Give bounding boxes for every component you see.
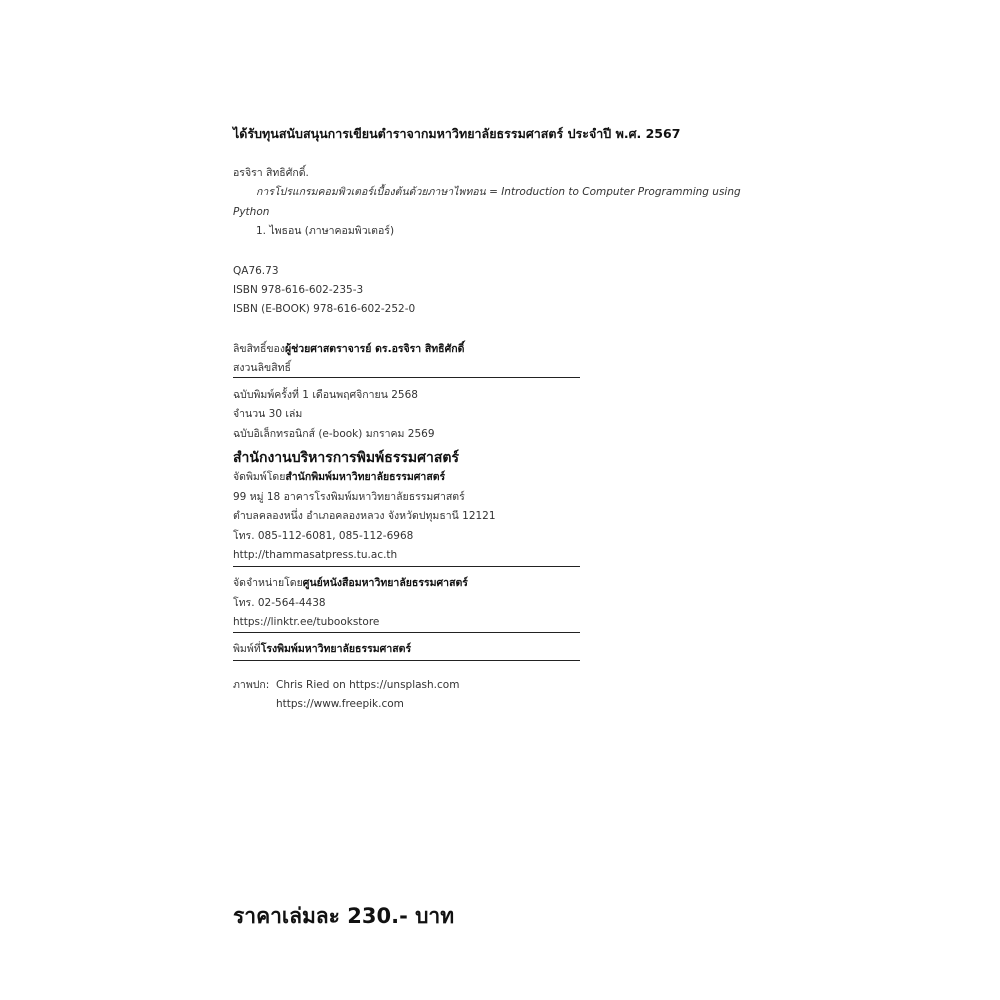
publisher-address1: 99 หมู่ 18 อาคารโรงพิมพ์มหาวิทยาลัยธรรมศาสตร์: [233, 491, 465, 503]
distributor-prefix: จัดจำหน่ายโดย: [233, 577, 303, 589]
isbn: ISBN 978-616-602-235-3: [233, 284, 364, 296]
copyright-prefix: ลิขสิทธิ์ของ: [233, 343, 285, 355]
cover-credit-line1: Chris Ried on https://unsplash.com: [276, 679, 460, 691]
distributor-line: [233, 576, 468, 590]
divider: [233, 566, 580, 567]
catalog-title-line2: Python: [233, 206, 270, 218]
copyright-holder-line: [233, 342, 464, 356]
printer-prefix: พิมพ์ที่: [233, 643, 261, 655]
catalog-subject: 1. ไพธอน (ภาษาคอมพิวเตอร์): [256, 225, 395, 237]
distributor-phone: โทร. 02-564-4438: [233, 597, 326, 609]
distributor: ศูนย์หนังสือมหาวิทยาลัยธรรมศาสตร์: [302, 577, 468, 589]
edition-ebook: ฉบับอิเล็กทรอนิกส์ (e-book) มกราคม 2569: [233, 428, 435, 440]
divider: [233, 377, 580, 378]
printer-name: โรงพิมพ์มหาวิทยาลัยธรรมศาสตร์: [260, 643, 412, 655]
publisher-address2: ตำบลคลองหนึ่ง อำเภอคลองหลวง จังหวัดปทุมธานี 12121: [233, 510, 496, 522]
publisher-name: สำนักงานบริหารการพิมพ์ธรรมศาสตร์: [233, 450, 459, 466]
printer-line: [233, 642, 411, 656]
edition-copies: จำนวน 30 เล่ม: [233, 408, 303, 420]
printed-by-line: [233, 470, 445, 484]
copyright-holder: ผู้ช่วยศาสตราจารย์ ดร.อรจิรา สิทธิศักดิ์: [284, 343, 465, 355]
divider: [233, 660, 580, 661]
printed-by-prefix: จัดพิมพ์โดย: [233, 471, 286, 483]
catalog-author: อรจิรา สิทธิศักดิ์.: [233, 167, 309, 179]
call-number: QA76.73: [233, 265, 279, 277]
isbn-ebook: ISBN (E-BOOK) 978-616-602-252-0: [233, 303, 416, 315]
funding-statement: ได้รับทุนสนับสนุนการเขียนตำราจากมหาวิทยาลัยธรรมศาสตร์ ประจำปี พ.ศ. 2567: [233, 126, 681, 141]
divider: [233, 632, 580, 633]
distributor-link: https://linktr.ee/tubookstore: [233, 616, 380, 628]
edition-first: ฉบับพิมพ์ครั้งที่ 1 เดือนพฤศจิกายน 2568: [233, 389, 418, 401]
price: ราคาเล่มละ 230.- บาท: [233, 904, 455, 928]
catalog-title-line1: การโปรแกรมคอมพิวเตอร์เบื้องต้นด้วยภาษาไพทอน = Introduction to Computer Programming using: [256, 186, 741, 198]
publisher-phone: โทร. 085-112-6081, 085-112-6968: [233, 530, 414, 542]
publisher-website: http://thammasatpress.tu.ac.th: [233, 549, 398, 561]
cover-credit-label: ภาพปก:: [233, 679, 270, 691]
printed-by: สำนักพิมพ์มหาวิทยาลัยธรรมศาสตร์: [285, 471, 446, 483]
rights-reserved: สงวนลิขสิทธิ์: [233, 362, 291, 374]
cover-credit-line2: https://www.freepik.com: [276, 698, 404, 710]
